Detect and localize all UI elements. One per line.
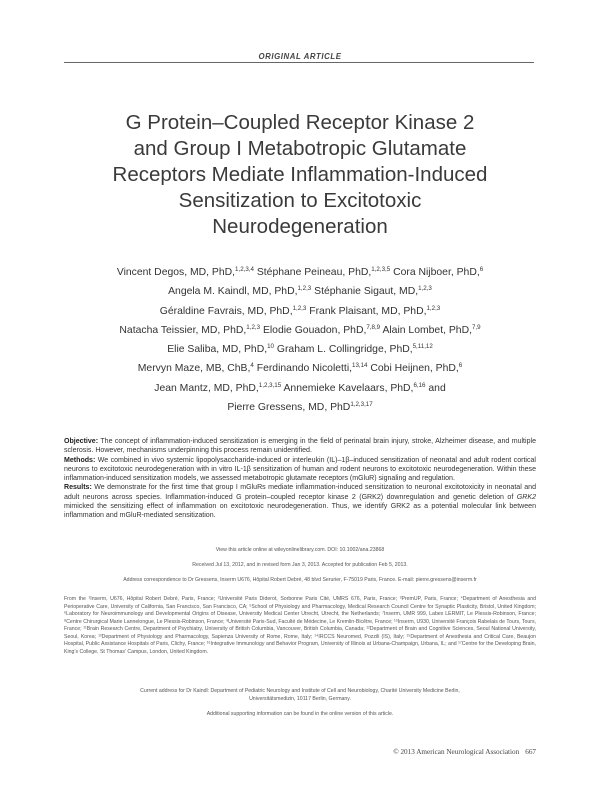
current-address-note: Universitätsmedizin, 10117 Berlin, Germany.	[249, 696, 351, 702]
author-name: Cora Nijboer, PhD,	[393, 267, 480, 278]
author-name: Cobi Heijnen, PhD,	[370, 363, 459, 375]
author-affiliation: 1,2,3,17	[350, 401, 373, 409]
title-line: Neurodegeneration	[212, 215, 388, 238]
section-label: ORIGINAL ARTICLE	[0, 52, 600, 61]
author-name: Vincent Degos, MD, PhD,	[116, 267, 236, 278]
affiliations: From the ¹Inserm, U676, Hôpital Robert Debré, Paris, France; ²Université Paris Diderot, Sorbonne Paris Cité, UMRS 676, Paris, France; ³PremUP, Paris, France; ⁴Department of Anesthesia and Perioperative Care, University of California, San Francisco, San Francisco, CA; ⁵School of Physiology and Pharmacology, Medical Research Council Centre for Synaptic Plasticity, Bristol, United Kingdom; ⁶Laboratory for Neuroimmunology and Developmental Origins of Disease, University Medical Center Utrecht, Utrecht, the Netherlands; ⁷Inserm, UMR 999, Labex LERMIT, Le Plessis-Robinson, France; ⁸Centre Chirurgical Marie Lannelongue, Le Plessis-Robinson, France; ⁹Université Paris-Sud, Faculté de Médecine, Le Kremlin-Bicêtre, France; ¹⁰Inserm, U930, Université François Rabelais de Tours, Tours, France; ¹¹Brain Research Centre, Department of Psychiatry, University of British Columbia, Vancouver, British Columbia, Canada; ¹²Department of Brain and Cognitive Sciences, Seoul National University, Seoul, Korea; ¹³Department of Physiology and Pharmacology, Sapienza University of Rome, Rome, Italy; ¹⁴IRCCS Neuromed, Pozzili (IS), Italy; ¹⁵Department of Anesthesia and Critical Care, Beaujon Hospital, Public Assistance Hospitals of Paris, Clichy, France; ¹⁶Integrative Immunology and Behavior Program, University of Illinois at Urbana-Champaign, Urbana, IL; and ¹⁷Centre for the Developing Brain, King’s College, St Thomas’ Campus, London, United Kingdom.	[64, 596, 536, 655]
correspondence-note: Address correspondence to Dr Gressens, Inserm U676, Hôpital Robert Debré, 48 blvd Serurier, F-75019 Paris, France. E-mail: pierre.gressens@inserm.fr	[123, 577, 477, 583]
author-affiliation: 1,2,3,4	[235, 266, 254, 273]
author-name: Elie Saliba, MD, PhD,	[167, 344, 268, 356]
author-line	[40, 302, 560, 321]
author-affiliation: 10	[267, 343, 274, 351]
copyright-text: © 2013 American Neurological Association	[393, 748, 520, 756]
author-affiliation: 6	[479, 266, 484, 273]
author-name: Graham L. Collingridge, PhD,	[276, 344, 413, 356]
abstract	[64, 437, 536, 520]
title-line: Sensitization to Excitotoxic	[178, 189, 422, 212]
author-name: Angela M. Kaindl, MD, PhD,	[168, 286, 298, 298]
author-name: Ferdinando Nicoletti,	[256, 363, 353, 375]
author-line	[40, 263, 560, 282]
author-name: Stéphane Peineau, PhD,	[256, 267, 372, 278]
author-line	[40, 379, 560, 398]
author-affiliation: 1,2,3	[426, 304, 441, 312]
title-line: Receptors Mediate Inflammation-Induced	[112, 163, 488, 186]
abstract-results: Results: We demonstrate for the first time that group I mGluRs mediate inflammation-induced sensitization to neuronal excitotoxicity in neonatal and adult neurons across species. Inflammation-induced G protein–coupled receptor kinase 2 (GRK2) downregulation and genetic deletion of GRK2 mimicked the sensitizing effect of inflammation on excitotoxic neurodegeneration. Thus, we identify GRK2 as a potential molecular link between inflammation and mGluR-mediated sensitization.	[64, 484, 536, 519]
author-name: Natacha Teissier, MD, PhD,	[119, 324, 247, 336]
author-name: Annemieke Kavelaars, PhD,	[283, 382, 414, 394]
page-footer	[393, 748, 536, 756]
author-line	[40, 359, 560, 378]
article-title	[50, 110, 550, 240]
author-affiliation: 6	[458, 362, 463, 370]
author-name: Frank Plaisant, MD, PhD,	[309, 305, 427, 317]
author-name: Pierre Gressens, MD, PhD	[227, 402, 351, 414]
author-affiliation: 1,2,3	[246, 323, 261, 331]
abstract-label: Objective:	[64, 438, 99, 445]
author-name: Géraldine Favrais, MD, PhD,	[159, 305, 293, 317]
abstract-objective: Objective: The concept of inflammation-induced sensitization is emerging in the field of perinatal brain injury, stroke, Alzheimer disease, and multiple sclerosis. However, mechanisms underpinning this process remain unidentified.	[64, 438, 536, 455]
author-line	[40, 282, 560, 301]
abstract-methods: Methods: We combined in vivo systemic lipopolysaccharide-induced or interleukin (IL)–1β–induced sensitization of neonatal and adult rodent cortical neurons to excitotoxic neurodegeneration with in vitro IL-1β sensitization of human and rodent neurons to excitotoxic neurodegeneration. Within these inflammation-induced sensitization models, we assessed metabotropic glutamate receptors (mGluR) signaling and regulation.	[64, 456, 536, 482]
abstract-label: Methods:	[64, 456, 96, 464]
author-affiliation: 1,2,3	[292, 304, 307, 312]
author-line	[40, 321, 560, 340]
author-affiliation: 13,14	[352, 362, 368, 370]
received-note: Received Jul 13, 2012, and in revised form Jan 3, 2013. Accepted for publication Feb 5, 2013.	[192, 562, 408, 568]
abstract-label: Results:	[64, 484, 92, 492]
author-conjunction: and	[428, 382, 446, 394]
author-line	[40, 398, 560, 417]
gene-name: GRK2	[516, 493, 536, 501]
author-name: Elodie Gouadon, PhD,	[262, 324, 367, 336]
author-affiliation: 7,9	[471, 323, 481, 331]
author-name: Stéphanie Sigaut, MD,	[314, 286, 419, 298]
supporting-info-note: Additional supporting information can be found in the online version of this article.	[206, 711, 394, 717]
current-address-note: Current address for Dr Kaindl: Department of Pediatric Neurology and Institute of Cell and Neurobiology, Charité University Medicine Berlin,	[140, 688, 460, 694]
title-line: and Group I Metabotropic Glutamate	[133, 137, 467, 160]
header-rule	[64, 62, 534, 63]
page-number: 667	[525, 748, 536, 756]
author-affiliation: 1,2,3,5	[371, 266, 391, 273]
author-affiliation: 5,11,12	[412, 343, 433, 351]
author-name: Alain Lombet, PhD,	[382, 324, 472, 336]
author-list	[40, 263, 560, 417]
author-name: Jean Mantz, MD, PhD,	[154, 382, 259, 394]
author-affiliation: 1,2,3	[297, 285, 312, 293]
author-affiliation: 1,2,3	[418, 285, 432, 293]
author-affiliation: 7,8,9	[366, 323, 381, 331]
author-line	[40, 340, 560, 359]
author-affiliation: 6,16	[413, 381, 426, 389]
author-name: Mervyn Maze, MB, ChB,	[137, 363, 251, 375]
author-affiliation: 1,2,3,15	[258, 381, 282, 389]
online-note: View this article online at wileyonlinelibrary.com. DOI: 10.1002/ana.23868	[215, 547, 385, 553]
title-line: G Protein–Coupled Receptor Kinase 2	[125, 111, 475, 134]
author-affiliation: 4	[250, 362, 254, 370]
